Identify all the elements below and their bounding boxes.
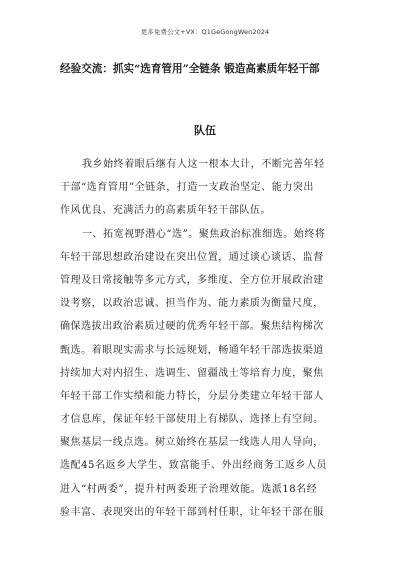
body-line: 进入“村两委”，提升村两委班子治理效能。选派18名经 (60, 483, 318, 495)
document-title-continued: 队伍 (194, 124, 216, 137)
body-line: 甄选。着眼现实需求与长远规划，畅通年轻干部选拔渠道 (60, 344, 324, 356)
body-line: 我乡始终着眼后继有人这一根本大计，不断完善年轻 (82, 159, 325, 170)
header-note: 更多免费公文+VX：Q1GeGongWen2024 (140, 28, 270, 36)
body-line: 年轻干部工作实绩和能力特长，分层分类建立年轻干部人 (60, 390, 324, 402)
body-line: 确保选拔出政治素质过硬的优秀年轻干部。聚焦结构梯次 (60, 321, 324, 333)
body-line: 管理及日常接触等多元方式，多维度、全方位开展政治建 (60, 274, 324, 286)
body-line: 作风优良、充满活力的高素质年轻干部队伍。 (60, 205, 271, 217)
body-line: 年轻干部思想政治建设在突出位置，通过谈心谈话、监督 (60, 251, 324, 263)
body-line: 一、拓宽视野潜心“选”。聚焦政治标准细选。始终将 (82, 228, 326, 240)
body-line: 选配45名返乡大学生、致富能手、外出经商务工返乡人员 (60, 460, 328, 472)
body-line: 干部“选育管用”全链条，打造一支政治坚定、能力突出 (60, 182, 314, 194)
body-line: 持续加大对内招生、选调生、留疆战士等培育力度，聚焦 (60, 367, 324, 379)
document-body (60, 153, 352, 524)
body-line: 才信息库，保证年轻干部使用上有梯队、选择上有空间。 (60, 414, 324, 426)
body-line: 验丰富、表现突出的年轻干部到村任职，让年轻干部在服 (60, 506, 324, 518)
body-line: 设考察，以政治忠诚、担当作为、能力素质为衡量尺度， (60, 298, 324, 310)
body-line: 聚焦基层一线点选。树立始终在基层一线选人用人导向， (60, 437, 324, 449)
document-title: 经验交流：抓实“选育管用”全链条 锻造高素质年轻干部 (60, 63, 320, 75)
